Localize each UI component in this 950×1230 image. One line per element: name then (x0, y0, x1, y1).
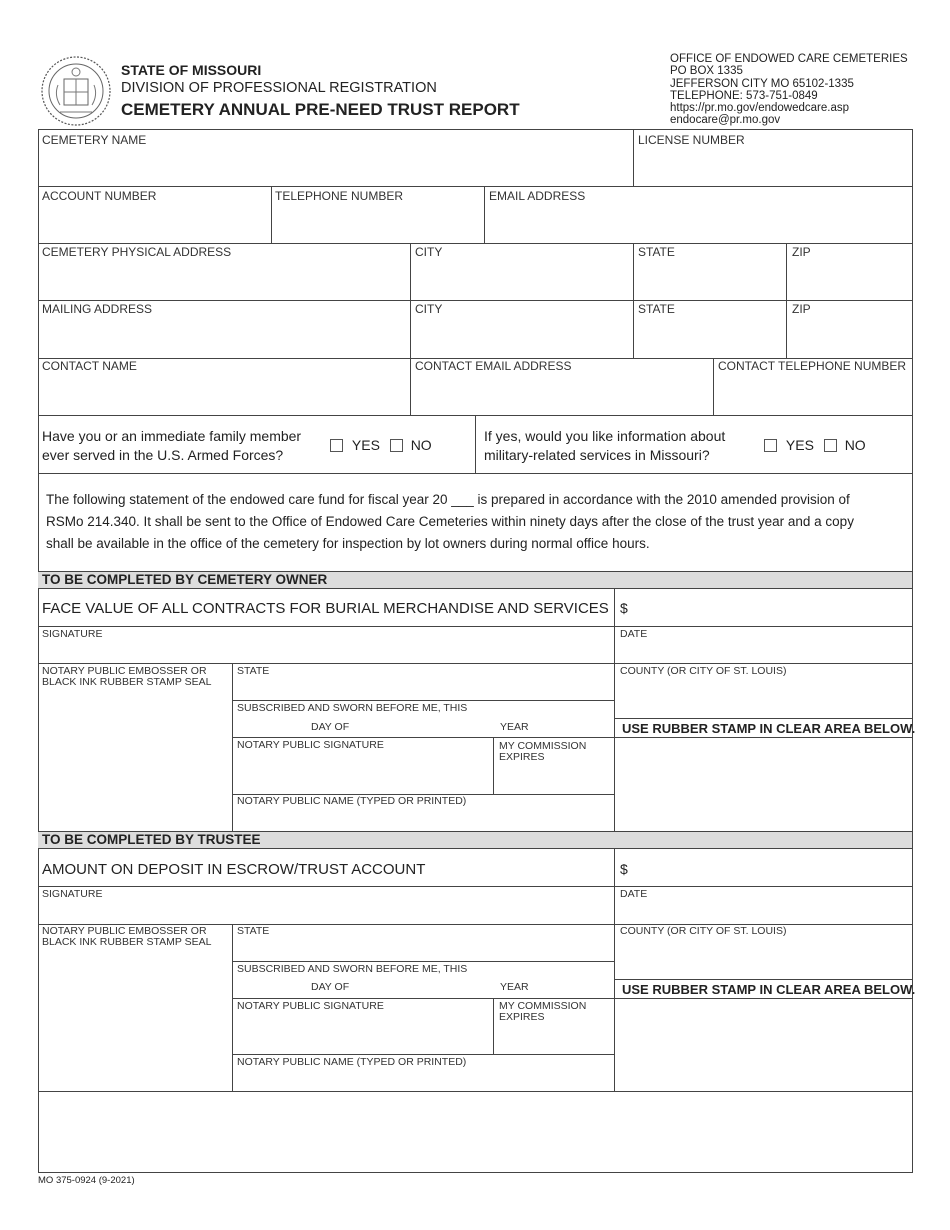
mailing-zip-field[interactable]: ZIP (792, 302, 811, 316)
license-number-field[interactable]: LICENSE NUMBER (638, 133, 745, 147)
contact-name-field[interactable]: CONTACT NAME (42, 359, 137, 373)
owner-year-field[interactable]: YEAR (500, 721, 529, 733)
owner-commission-expires-field[interactable]: MY COMMISSION EXPIRES (499, 740, 587, 763)
physical-address-field[interactable]: CEMETERY PHYSICAL ADDRESS (42, 245, 232, 259)
trustee-seal-area: NOTARY PUBLIC EMBOSSER OR BLACK INK RUBBER STAMP SEAL (42, 925, 212, 948)
trustee-day-of-field[interactable]: DAY OF (311, 981, 350, 993)
q2-no-label: NO (844, 437, 866, 453)
mailing-address-field[interactable]: MAILING ADDRESS (42, 302, 153, 316)
physical-city-field[interactable]: CITY (415, 245, 443, 259)
owner-seal-area: NOTARY PUBLIC EMBOSSER OR BLACK INK RUBBER STAMP SEAL (42, 665, 212, 688)
q1-no-label: NO (410, 437, 432, 453)
owner-signature-field[interactable]: SIGNATURE (42, 628, 103, 640)
q1-yes-label: YES (351, 437, 380, 453)
military-q1-options (330, 437, 432, 453)
trustee-sworn-label: SUBSCRIBED AND SWORN BEFORE ME, THIS (237, 963, 468, 975)
q1-no-checkbox[interactable] (390, 439, 403, 452)
form-border (38, 129, 916, 1173)
contact-email-field[interactable]: CONTACT EMAIL ADDRESS (415, 359, 572, 373)
owner-notary-name-field[interactable]: NOTARY PUBLIC NAME (TYPED OR PRINTED) (237, 795, 467, 807)
cemetery-name-field[interactable]: CEMETERY NAME (42, 133, 147, 147)
trustee-stamp-note: USE RUBBER STAMP IN CLEAR AREA BELOW. (622, 982, 916, 997)
trustee-year-field[interactable]: YEAR (500, 981, 529, 993)
trustee-notary-signature-field[interactable]: NOTARY PUBLIC SIGNATURE (237, 1000, 384, 1012)
office-city: JEFFERSON CITY MO 65102-1335 (670, 77, 854, 90)
division-heading: DIVISION OF PROFESSIONAL REGISTRATION (121, 80, 437, 96)
form-title: CEMETERY ANNUAL PRE-NEED TRUST REPORT (121, 100, 520, 119)
statement-text: The following statement of the endowed care fund for fiscal year 20 ___ is prepared in accordance with the 2010 amended provision of RSMo 214.340. It shall be sent to the Office of Endowed Care Cemeteries within ninety days after the close of the trust year and a copy shall be available in the office of the cemetery for inspection by lot owners during normal office hours. (46, 492, 854, 551)
owner-notary-state-field[interactable]: STATE (237, 665, 270, 677)
trustee-section-title: TO BE COMPLETED BY TRUSTEE (42, 832, 261, 847)
trustee-commission-expires-field[interactable]: MY COMMISSION EXPIRES (499, 1000, 587, 1023)
q2-yes-checkbox[interactable] (764, 439, 777, 452)
owner-sworn-label: SUBSCRIBED AND SWORN BEFORE ME, THIS (237, 702, 468, 714)
owner-section-title: TO BE COMPLETED BY CEMETERY OWNER (42, 572, 328, 587)
trustee-date-field[interactable]: DATE (620, 888, 648, 900)
mailing-state-field[interactable]: STATE (638, 302, 675, 316)
physical-state-field[interactable]: STATE (638, 245, 675, 259)
trustee-notary-name-field[interactable]: NOTARY PUBLIC NAME (TYPED OR PRINTED) (237, 1056, 467, 1068)
mailing-city-field[interactable]: CITY (415, 302, 443, 316)
telephone-number-field[interactable]: TELEPHONE NUMBER (275, 189, 404, 203)
trustee-notary-state-field[interactable]: STATE (237, 925, 270, 937)
office-url[interactable]: https://pr.mo.gov/endowedcare.asp (670, 102, 849, 115)
office-po-box: PO BOX 1335 (670, 65, 743, 78)
email-address-field[interactable]: EMAIL ADDRESS (489, 189, 586, 203)
physical-zip-field[interactable]: ZIP (792, 245, 811, 259)
blank-bottom-area (39, 1092, 912, 1172)
trustee-notary-county-field[interactable]: COUNTY (OR CITY OF ST. LOUIS) (620, 925, 787, 937)
state-seal-logo (40, 55, 112, 127)
owner-amount-field[interactable]: $ (620, 600, 628, 616)
owner-notary-county-field[interactable]: COUNTY (OR CITY OF ST. LOUIS) (620, 665, 787, 677)
military-question-1: Have you or an immediate family member ever served in the U.S. Armed Forces? (42, 428, 302, 463)
trustee-deposit-label: AMOUNT ON DEPOSIT IN ESCROW/TRUST ACCOUNT (42, 861, 426, 878)
owner-date-field[interactable]: DATE (620, 628, 648, 640)
form-number: MO 375-0924 (9-2021) (38, 1175, 135, 1186)
office-address (670, 53, 908, 127)
office-telephone: TELEPHONE: 573-751-0849 (670, 89, 818, 102)
owner-day-of-field[interactable]: DAY OF (311, 721, 350, 733)
account-number-field[interactable]: ACCOUNT NUMBER (42, 189, 157, 203)
q2-no-checkbox[interactable] (824, 439, 837, 452)
q2-yes-label: YES (785, 437, 814, 453)
trustee-signature-field[interactable]: SIGNATURE (42, 888, 103, 900)
owner-face-value-label: FACE VALUE OF ALL CONTRACTS FOR BURIAL MERCHANDISE AND SERVICES (42, 600, 609, 617)
owner-notary-signature-field[interactable]: NOTARY PUBLIC SIGNATURE (237, 739, 384, 751)
military-q2-options (764, 437, 866, 453)
owner-stamp-note: USE RUBBER STAMP IN CLEAR AREA BELOW. (622, 721, 916, 736)
office-email[interactable]: endocare@pr.mo.gov (670, 114, 781, 127)
q1-yes-checkbox[interactable] (330, 439, 343, 452)
trustee-amount-field[interactable]: $ (620, 861, 628, 877)
office-name: OFFICE OF ENDOWED CARE CEMETERIES (670, 53, 908, 65)
contact-telephone-field[interactable]: CONTACT TELEPHONE NUMBER (718, 359, 907, 373)
state-heading: STATE OF MISSOURI (121, 62, 262, 78)
military-question-2: If yes, would you like information about military-related services in Missouri? (484, 428, 726, 463)
